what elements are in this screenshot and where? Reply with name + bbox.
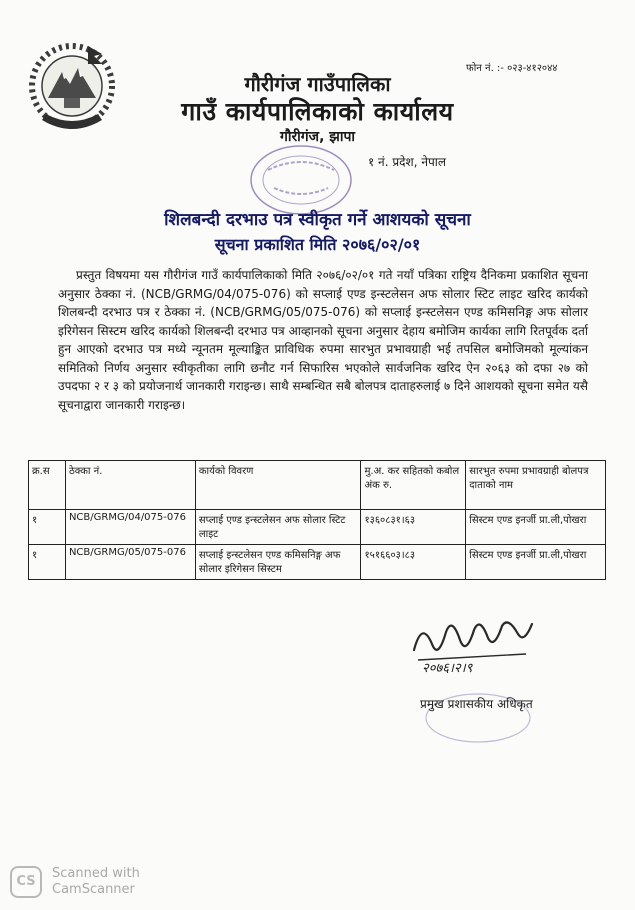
header-work-description: कार्यको विवरण: [195, 461, 361, 510]
cell-bidder-name: सिस्टम एण्ड इनर्जी प्रा.ली,पोखरा: [466, 510, 606, 545]
header-bidder-name: सारभुत रुपमा प्रभावग्राही बोलपत्र दाताको नाम: [466, 461, 606, 510]
camscanner-logo-icon: CS: [10, 866, 42, 898]
header-bid-amount: मु.अ. कर सहितको कबोल अंक रु.: [361, 461, 466, 510]
cell-bidder-name: सिस्टम एण्ड इनर्जी प्रा.ली,पोखरा: [466, 545, 606, 580]
notice-title: शिलबन्दी दरभाउ पत्र स्वीकृत गर्ने आशयको सूचना: [164, 210, 471, 230]
signatory-title: प्रमुख प्रशासकीय अधिकृत: [420, 697, 533, 711]
header-contract-no: ठेक्का नं.: [65, 461, 195, 510]
notice-publish-date: सूचना प्रकाशित मिति २०७६/०२/०१: [214, 235, 421, 254]
signature-date: २०७६।२।९: [422, 661, 473, 676]
cell-serial: १: [29, 545, 66, 580]
table-row: [29, 510, 606, 545]
cell-serial: १: [29, 510, 66, 545]
header-serial: क्र.स: [29, 461, 66, 510]
cell-work-description: सप्लाई एण्ड इन्स्टलेसन अफ सोलार स्टिट लाइट: [195, 510, 361, 545]
table-row: [29, 545, 606, 580]
province-label: १ नं. प्रदेश, नेपाल: [368, 155, 447, 169]
camscanner-line1: Scanned with: [52, 866, 140, 881]
notice-body: [58, 266, 588, 414]
office-subtitle: गाउँ कार्यपालिकाको कार्यालय: [181, 97, 454, 126]
phone-number: फोन नं. :- ०२३-४१२०४४: [466, 63, 558, 74]
camscanner-line2: CamScanner: [52, 882, 135, 897]
cell-bid-amount: १५१६६०३।८३: [361, 545, 466, 580]
camscanner-text: [52, 866, 192, 898]
office-name: गौरीगंज गाउँपालिका: [244, 72, 391, 96]
table-header-row: [29, 461, 606, 510]
cell-work-description: सप्लाई इन्स्टलेसन एण्ड कमिसनिङ्ग अफ सोलार इरिगेसन सिस्टम: [195, 545, 361, 580]
cell-contract-no: NCB/GRMG/04/075-076: [65, 510, 195, 545]
cell-contract-no: NCB/GRMG/05/075-076: [65, 545, 195, 580]
office-location: गौरीगंज, झापा: [279, 129, 356, 145]
cell-bid-amount: १३६०८३१।६३: [361, 510, 466, 545]
contract-table: [28, 460, 606, 580]
notice-body-paragraph: प्रस्तुत विषयमा यस गौरीगंज गाउँ कार्यपालिकाको मिति २०७६/०२/०१ गते नयाँ पत्रिका राष्ट्रिय दैनिकमा प्रकाशित सूचना अनुसार ठेक्का नं. (NCB/GRMG/04/075-076) को सप्लाई एण्ड इन्स्टलेसन अफ सोलार स्टिट लाइट खरिद कार्यको शिलबन्दी दरभाउ पत्र र ठेक्का नं. (NCB/GRMG/05/075-076) को सप्लाई इन्स्टलेसन एण्ड कमिसनिङ्ग अफ सोलार इरिगेसन सिस्टम खरिद कार्यको शिलबन्दी दरभाउ पत्र आव्हानको सूचना अनुसार देहाय बमोजिम कार्यका लागि रितपूर्वक दर्ता हुन आएको दरभाउ पत्र मध्ये न्यूनतम मूल्याङ्कित प्राविधिक रुपमा सारभुत प्रभावग्राही भई तपसिल बमोजिमको मूल्यांकन समितिको निर्णय अनुसार स्वीकृतीका लागि छनौट गर्न सिफारिस भएकोले सार्वजनिक खरिद ऐन २०६३ को दफा २७ को उपदफा २ र ३ को प्रयोजनार्थ जानकारी गराइन्छ। साथै सम्बन्धित सबै बोलपत्र दाताहरुलाई ७ दिने आशयको सूचना समेत यसै सूचनाद्वारा जानकारी गराइन्छ।: [58, 268, 588, 412]
